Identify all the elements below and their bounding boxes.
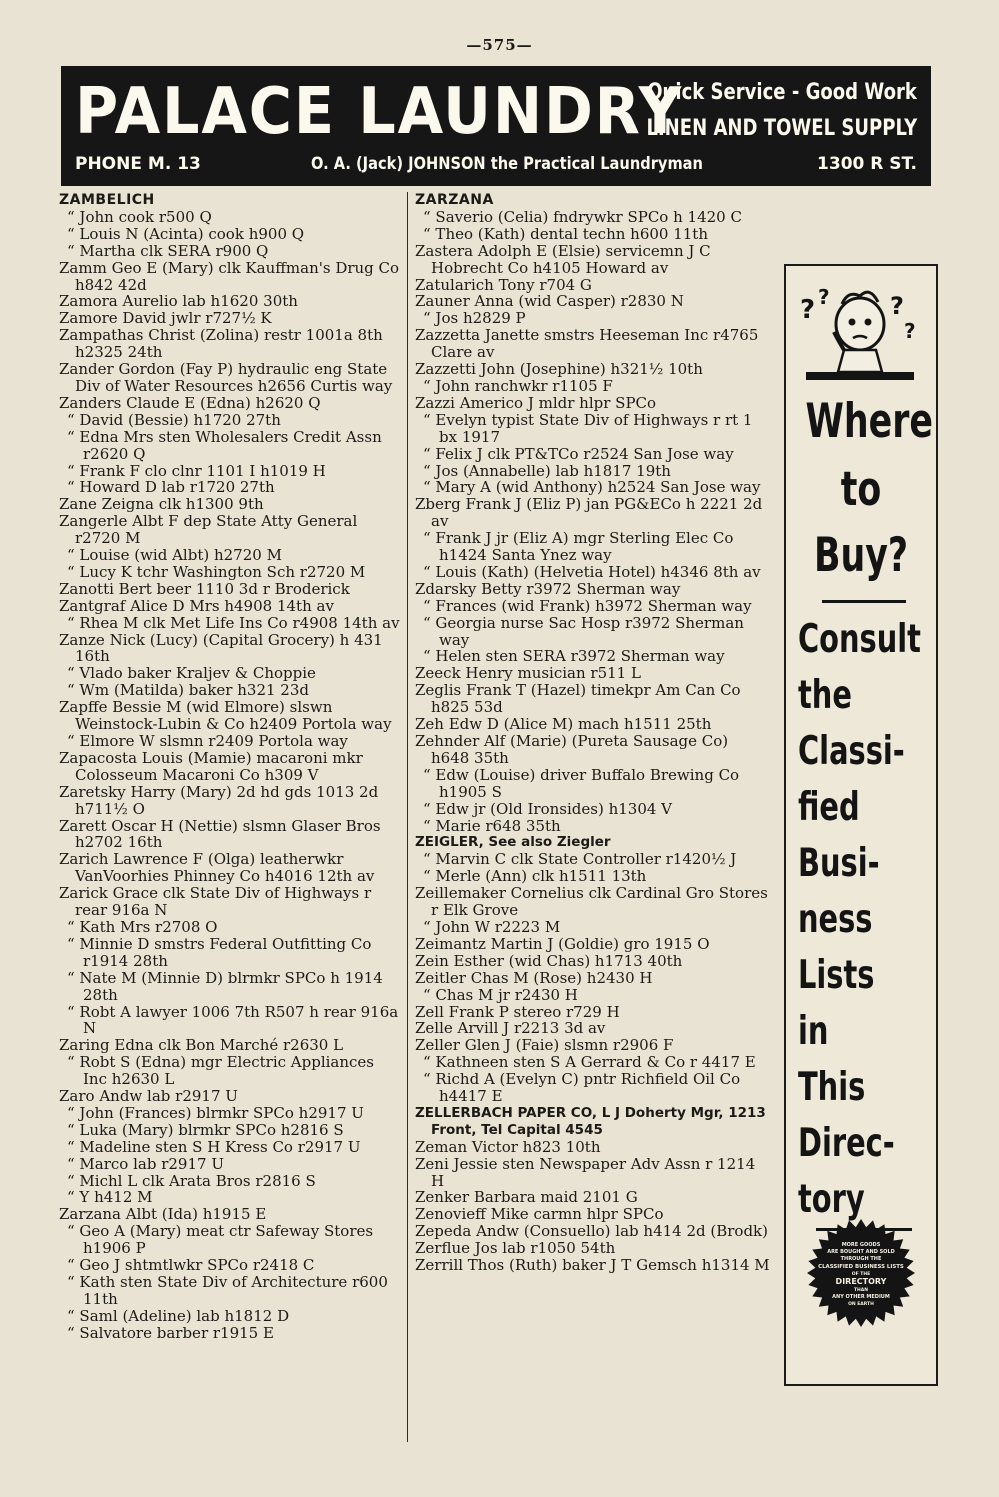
directory-entry: Zantgraf Alice D Mrs h4908 14th av <box>59 596 334 615</box>
classified-ad-box <box>784 264 938 1386</box>
directory-entry: “ Louis N (Acinta) cook h900 Q <box>67 224 305 243</box>
ad-body-word: tory <box>798 1177 865 1222</box>
seal-line: MORE GOODS <box>841 1242 881 1248</box>
directory-entry: “ David (Bessie) h1720 27th <box>67 410 281 429</box>
directory-entry: Zberg Frank J (Eliz P) jan PG&ECo h 2221 2d av <box>415 495 763 531</box>
directory-entry: Zeller Glen J (Faie) slsmn r2906 F <box>415 1036 674 1055</box>
directory-entry: Zenker Barbara maid 2101 G <box>415 1188 638 1207</box>
directory-entry: Zerflue Jos lab r1050 54th <box>415 1239 616 1258</box>
directory-entry: “ Edw (Louise) driver Buffalo Brewing Co h1905 S <box>423 765 740 801</box>
directory-column-middle <box>415 192 771 1274</box>
page-number: —575— <box>466 36 533 54</box>
directory-entry: “ Lucy K tchr Washington Sch r2720 M <box>67 562 366 581</box>
seal-line: ON EARTH <box>848 1302 874 1307</box>
directory-entry: Zauner Anna (wid Casper) r2830 N <box>415 292 684 311</box>
directory-entry: “ Elmore W slsmn r2409 Portola way <box>67 732 348 750</box>
directory-entry: “ Jos (Annabelle) lab h1817 19th <box>423 461 671 480</box>
directory-entry: Zapffe Bessie M (wid Elmore) slswn Weinstock-Lubin & Co h2409 Portola way <box>59 698 392 734</box>
directory-entry: “ Vlado baker Kraljev & Choppie <box>67 664 316 683</box>
directory-entry: Zein Esther (wid Chas) h1713 40th <box>415 951 683 970</box>
svg-text:?: ? <box>800 295 816 325</box>
directory-entry: Zell Frank P stereo r729 H <box>415 1002 620 1021</box>
directory-entry: Zanders Claude E (Edna) h2620 Q <box>59 393 321 412</box>
directory-entry: Zanze Nick (Lucy) (Capital Grocery) h 431 16th <box>59 630 383 666</box>
banner-owner: O. A. (Jack) JOHNSON the Practical Laundryman <box>311 154 703 174</box>
directory-entry: “ Marvin C clk State Controller r1420½ J <box>423 850 737 869</box>
directory-entry: Zerrill Thos (Ruth) baker J T Gemsch h1314 M <box>415 1256 770 1275</box>
svg-text:?: ? <box>890 292 904 320</box>
directory-entry: Zamm Geo E (Mary) clk Kauffman's Drug Co h842 42d <box>59 258 400 294</box>
directory-entry: “ Chas M jr r2430 H <box>423 985 578 1004</box>
svg-text:?: ? <box>818 285 830 309</box>
banner-title: PALACE LAUNDRY <box>75 75 684 149</box>
directory-entry: “ Merle (Ann) clk h1511 13th <box>423 867 647 886</box>
directory-entry: Zamore David jwlr r727½ K <box>59 309 272 328</box>
surname-heading: ZAMBELICH <box>59 192 155 208</box>
directory-entry: “ John ranchwkr r1105 F <box>423 376 613 395</box>
seal-line: DIRECTORY <box>835 1277 887 1286</box>
directory-entry: Zeimantz Martin J (Goldie) gro 1915 O <box>415 934 710 953</box>
directory-entry: “ Madeline sten S H Kress Co r2917 U <box>67 1137 361 1156</box>
banner-phone: PHONE M. 13 <box>75 154 201 174</box>
ad-headline-word: Where <box>805 394 933 449</box>
directory-entry: “ Edw jr (Old Ironsides) h1304 V <box>423 799 673 818</box>
directory-entry: Zeglis Frank T (Hazel) timekpr Am Can Co h825 53d <box>415 681 741 717</box>
ad-body-word: Busi- <box>798 841 880 886</box>
ad-body-word: the <box>798 673 852 718</box>
directory-entry: Zazzetti John (Josephine) h321½ 10th <box>415 360 703 379</box>
directory-entry: “ Marie r648 35th <box>423 816 561 835</box>
directory-entry: Zaring Edna clk Bon Marché r2630 L <box>59 1036 344 1055</box>
seal-line: CLASSIFIED BUSINESS LISTS <box>818 1264 904 1270</box>
ad-headline-word: Buy? <box>813 528 909 583</box>
svg-text:?: ? <box>904 319 916 343</box>
ad-body-word: fied <box>798 785 860 830</box>
directory-entry: “ Frank F clo clnr 1101 I h1019 H <box>67 461 326 480</box>
directory-entry: Zastera Adolph E (Elsie) servicemn J C Hobrecht Co h4105 Howard av <box>415 241 711 277</box>
directory-entry: Zatularich Tony r704 G <box>415 275 592 294</box>
seal-line: ARE BOUGHT AND SOLD <box>827 1249 895 1255</box>
directory-entry: “ Robt S (Edna) mgr Electric Appliances Inc h2630 L <box>67 1053 374 1089</box>
ad-body-word: in <box>798 1009 829 1054</box>
directory-entry: Zepeda Andw (Consuello) lab h414 2d (Brodk) <box>415 1222 768 1241</box>
directory-entry: “ Rhea M clk Met Life Ins Co r4908 14th av <box>67 613 400 632</box>
directory-entry: “ Felix J clk PT&TCo r2524 San Jose way <box>423 444 734 463</box>
directory-entry: “ John W r2223 M <box>423 917 561 936</box>
directory-entry: “ Louise (wid Albt) h2720 M <box>67 546 282 565</box>
directory-entry: Zeman Victor h823 10th <box>415 1137 601 1156</box>
directory-entry: “ Jos h2829 P <box>423 309 526 328</box>
directory-entry: “ Luka (Mary) blrmkr SPCo h2816 S <box>67 1120 344 1139</box>
directory-entry: Zangerle Albt F dep State Atty General r2720 M <box>59 512 358 548</box>
ad-headline-word: to <box>840 462 882 517</box>
seal-line: THAN <box>853 1288 869 1293</box>
directory-entry: “ Saml (Adeline) lab h1812 D <box>67 1306 290 1325</box>
directory-column-left <box>59 192 401 1342</box>
directory-entry: “ Nate M (Minnie D) blrmkr SPCo h 1914 28th <box>67 968 383 1004</box>
directory-entry: Zeillemaker Cornelius clk Cardinal Gro Stores r Elk Grove <box>415 884 768 920</box>
directory-entry: “ Kath sten State Div of Architecture r600 11th <box>67 1273 388 1308</box>
directory-entry: “ Mary A (wid Anthony) h2524 San Jose way <box>423 478 761 497</box>
palace-laundry-banner <box>61 66 931 186</box>
directory-entry: Zeni Jessie sten Newspaper Adv Assn r 1214 H <box>415 1154 756 1190</box>
directory-entry: Zdarsky Betty r3972 Sherman way <box>415 579 681 598</box>
directory-entry: “ Edna Mrs sten Wholesalers Credit Assn r2620 Q <box>67 427 382 463</box>
directory-entry: “ Geo J shtmtlwkr SPCo r2418 C <box>67 1256 315 1275</box>
directory-entry: Zanotti Bert beer 1110 3d r Broderick <box>59 579 350 598</box>
seal-line: ANY OTHER MEDIUM <box>832 1294 890 1300</box>
directory-entry: “ Michl L clk Arata Bros r2816 S <box>67 1171 316 1190</box>
directory-entry: Zaro Andw lab r2917 U <box>59 1087 238 1106</box>
directory-entry: Zamora Aurelio lab h1620 30th <box>59 292 298 311</box>
directory-entry: “ Georgia nurse Sac Hosp r3972 Sherman way <box>423 613 744 649</box>
ad-body-word: Consult <box>798 617 921 662</box>
directory-entry: “ Howard D lab r1720 27th <box>67 478 275 497</box>
ad-body-word: Classi- <box>798 729 905 774</box>
ad-body-word: ness <box>798 897 873 942</box>
directory-entry: Zehnder Alf (Marie) (Pureta Sausage Co) h648 35th <box>415 732 729 767</box>
directory-entry: “ Evelyn typist State Div of Highways r rt 1 bx 1917 <box>423 410 753 446</box>
column-divider <box>407 192 408 1442</box>
banner-footer <box>75 154 917 180</box>
directory-entry: “ Geo A (Mary) meat ctr Safeway Stores h1906 P <box>67 1222 374 1258</box>
directory-entry: Zelle Arvill J r2213 3d av <box>415 1019 606 1038</box>
directory-entry: “ Frances (wid Frank) h3972 Sherman way <box>423 596 752 615</box>
directory-entry: ZEIGLER, See also Ziegler <box>415 834 611 851</box>
directory-entry: “ Frank J jr (Eliz A) mgr Sterling Elec Co h1424 Santa Ynez way <box>423 529 734 565</box>
ad-rule <box>822 600 906 603</box>
directory-entry: Zazzi Americo J mldr hlpr SPCo <box>415 393 657 412</box>
directory-entry: Zenovieff Mike carmn hlpr SPCo <box>415 1205 664 1224</box>
directory-entry: Zazzetta Janette smstrs Heeseman Inc r4765 Clare av <box>415 326 759 362</box>
directory-entry: “ Kath Mrs r2708 O <box>67 917 218 936</box>
directory-entry: ZELLERBACH PAPER CO, L J Doherty Mgr, 1213 Front, Tel Capital 4545 <box>415 1104 766 1138</box>
directory-entry: Zander Gordon (Fay P) hydraulic eng State Div of Water Resources h2656 Curtis way <box>59 360 393 395</box>
directory-entry: “ Wm (Matilda) baker h321 23d <box>67 681 309 700</box>
directory-entry: “ Marco lab r2917 U <box>67 1154 224 1173</box>
directory-entry: Zarich Lawrence F (Olga) leatherwkr VanVoorhies Phinney Co h4016 12th av <box>59 850 375 886</box>
seal-line: THROUGH THE <box>840 1256 882 1262</box>
surname-heading: ZARZANA <box>415 192 494 208</box>
directory-entry: “ Y h412 M <box>67 1188 153 1207</box>
directory-entry: “ Kathneen sten S A Gerrard & Co r 4417 E <box>423 1053 756 1072</box>
directory-entry: “ Richd A (Evelyn C) pntr Richfield Oil Co h4417 E <box>423 1070 741 1106</box>
directory-entry: Zarick Grace clk State Div of Highways r rear 916a N <box>59 884 372 920</box>
directory-entry: “ John cook r500 Q <box>67 207 212 226</box>
ad-body-word: Direc- <box>798 1121 895 1166</box>
directory-entry: Zeitler Chas M (Rose) h2430 H <box>415 968 653 987</box>
directory-entry: Zarzana Albt (Ida) h1915 E <box>59 1205 267 1224</box>
directory-entry: Zeeck Henry musician r511 L <box>415 664 641 683</box>
directory-entry: Zampathas Christ (Zolina) restr 1001a 8th h2325 24th <box>59 326 383 362</box>
directory-entry: “ Saverio (Celia) fndrywkr SPCo h 1420 C <box>423 207 742 226</box>
directory-entry: “ Martha clk SERA r900 Q <box>67 241 269 260</box>
directory-entry: “ Minnie D smstrs Federal Outfitting Co r1914 28th <box>67 934 372 970</box>
directory-entry: “ John (Frances) blrmkr SPCo h2917 U <box>67 1103 364 1122</box>
directory-entry: Zane Zeigna clk h1300 9th <box>59 495 264 514</box>
ad-body-word: This <box>798 1065 866 1110</box>
directory-entry: “ Robt A lawyer 1006 7th R507 h rear 916a N <box>67 1002 399 1038</box>
banner-address: 1300 R ST. <box>817 154 917 174</box>
directory-entry: “ Salvatore barber r1915 E <box>67 1323 274 1342</box>
seal-line: OF THE <box>851 1272 871 1277</box>
banner-tagline-supply: LINEN AND TOWEL SUPPLY <box>646 116 917 141</box>
directory-entry: Zapacosta Louis (Mamie) macaroni mkr Colosseum Macaroni Co h309 V <box>59 748 363 784</box>
banner-tagline-service: Quick Service - Good Work <box>647 80 917 105</box>
ad-body-word: Lists <box>798 953 875 998</box>
directory-entry: Zaretsky Harry (Mary) 2d hd gds 1013 2d h711½ O <box>59 782 379 818</box>
directory-entry: “ Louis (Kath) (Helvetia Hotel) h4346 8th av <box>423 562 761 581</box>
directory-entry: Zeh Edw D (Alice M) mach h1511 25th <box>415 715 712 734</box>
directory-entry: “ Helen sten SERA r3972 Sherman way <box>423 647 725 666</box>
directory-entry: “ Theo (Kath) dental techn h600 11th <box>423 224 708 243</box>
directory-entry: Zarett Oscar H (Nettie) slsmn Glaser Bros h2702 16th <box>59 816 381 852</box>
confused-face-icon <box>798 280 922 388</box>
directory-seal-icon <box>806 1218 916 1328</box>
